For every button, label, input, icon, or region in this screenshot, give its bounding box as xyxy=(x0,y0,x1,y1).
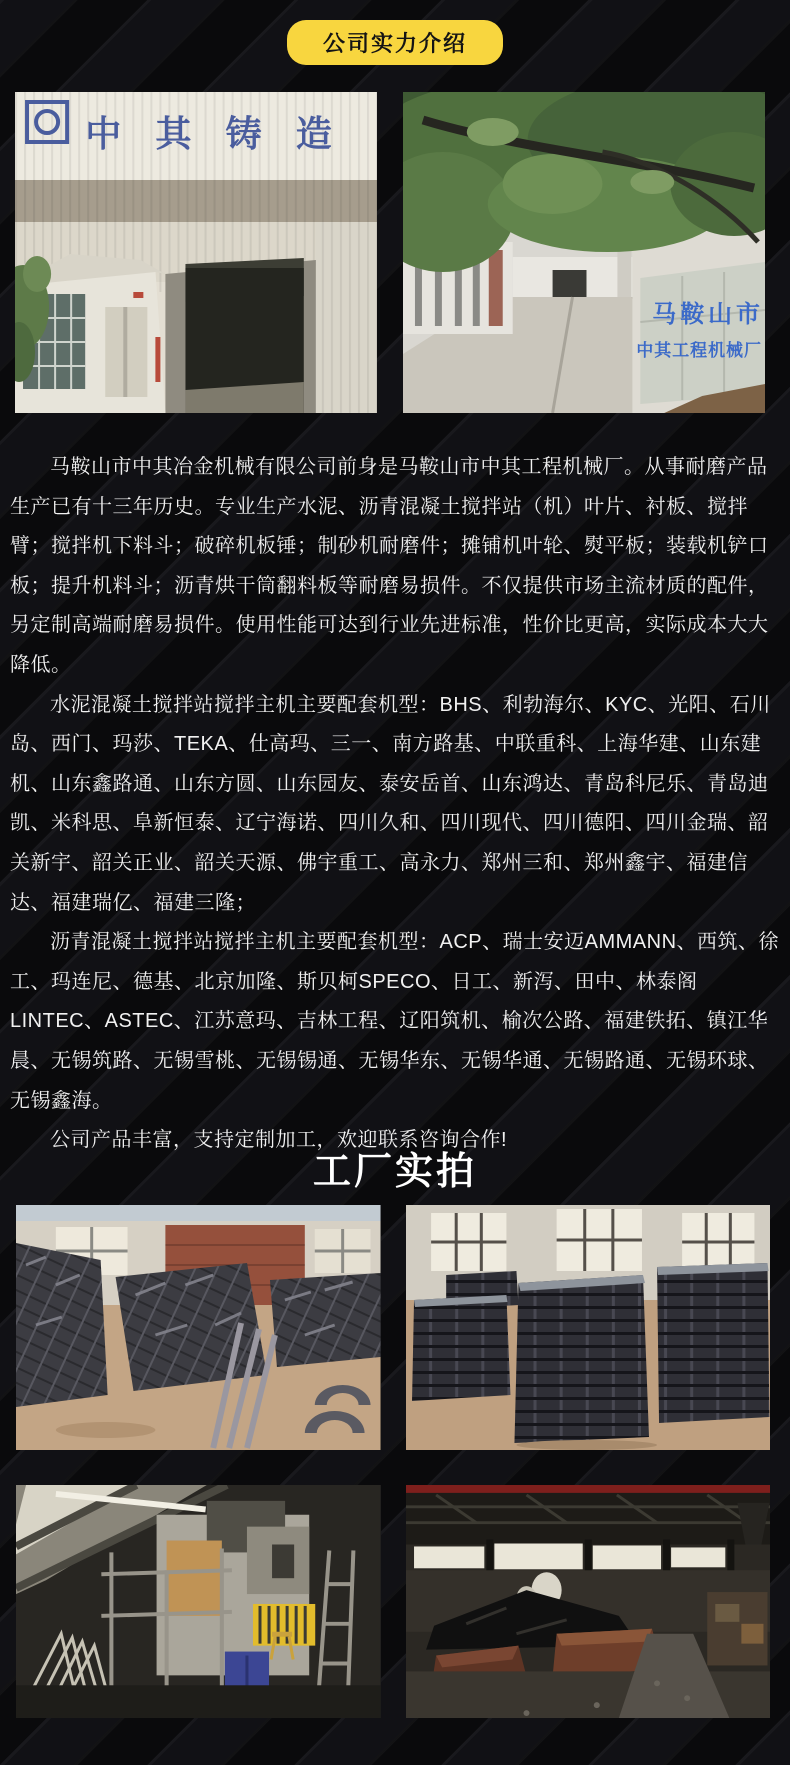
molding-machine-illustration xyxy=(16,1485,381,1718)
gate-sign-line1: 马鞍山市 xyxy=(652,300,764,329)
factory-photos-grid xyxy=(0,1205,790,1718)
factory-gate-illustration xyxy=(403,92,765,413)
company-strength-badge: 公司实力介绍 xyxy=(287,20,503,65)
photo-castings-warehouse xyxy=(16,1205,381,1450)
photo-factory-facade xyxy=(15,92,377,413)
castings-warehouse-illustration xyxy=(16,1205,381,1450)
photo-factory-gate xyxy=(403,92,765,413)
factory-facade-illustration xyxy=(15,92,377,413)
intro-paragraph-3: 沥青混凝土搅拌站搅拌主机主要配套机型：ACP、瑞士安迈AMMANN、西筑、徐工、玛连尼、德基、北京加隆、斯贝柯SPECO、日工、新泻、田中、林泰阁LINTEC、ASTEC、江苏意玛、吉林工程、辽阳筑机、榆次公路、福建铁拓、镇江华晨、无锡筑路、无锡雪桃、无锡锡通、无锡华东、无锡华通、无锡路通、无锡环球、无锡鑫海。 xyxy=(10,931,780,1112)
facade-sign-text: 中其铸造 xyxy=(85,113,366,154)
intro-paragraph-4: 公司产品丰富，支持定制加工，欢迎联系咨询合作! xyxy=(50,1129,508,1152)
intro-paragraph-2: 水泥混凝土搅拌站搅拌主机主要配套机型：BHS、利勃海尔、KYC、光阳、石川岛、西门、玛莎、TEKA、仕高玛、三一、南方路基、中联重科、上海华建、山东建机、山东鑫路通、山东方圆、山东园友、泰安岳首、山东鸿达、青岛科尼乐、青岛迪凯、米科思、阜新恒泰、辽宁海诺、四川久和、四川现代、四川德阳、四川金瑞、韶关新宇、韶关正业、韶关天源、佛宇重工、高永力、郑州三和、郑州鑫宇、福建信达、福建瑞亿、福建三隆； xyxy=(10,693,771,914)
photo-workshop-interior xyxy=(406,1485,771,1718)
company-photos-row xyxy=(0,92,790,413)
photo-wear-plate-stacks xyxy=(406,1205,771,1450)
wear-plate-stacks-illustration xyxy=(406,1205,771,1450)
workshop-interior-illustration xyxy=(406,1485,771,1718)
photo-molding-machine xyxy=(16,1485,381,1718)
factory-photos-title: 工厂实拍 xyxy=(312,1151,477,1193)
intro-paragraph-1: 马鞍山市中其冶金机械有限公司前身是马鞍山市中其工程机械厂。从事耐磨产品生产已有十三年历史。专业生产水泥、沥青混凝土搅拌站（机）叶片、衬板、搅拌臂；搅拌机下料斗；破碎机板锤；制砂机耐磨件；摊铺机叶轮、熨平板；装载机铲口板；提升机料斗；沥青烘干筒翻料板等耐磨易损件。不仅提供市场主流材质的配件，另定制高端耐磨易损件。使用性能可达到行业先进标准，性价比更高，实际成本大大降低。 xyxy=(10,456,769,676)
gate-sign-line2: 中其工程机械厂 xyxy=(636,340,762,361)
company-intro-text xyxy=(0,448,790,1161)
